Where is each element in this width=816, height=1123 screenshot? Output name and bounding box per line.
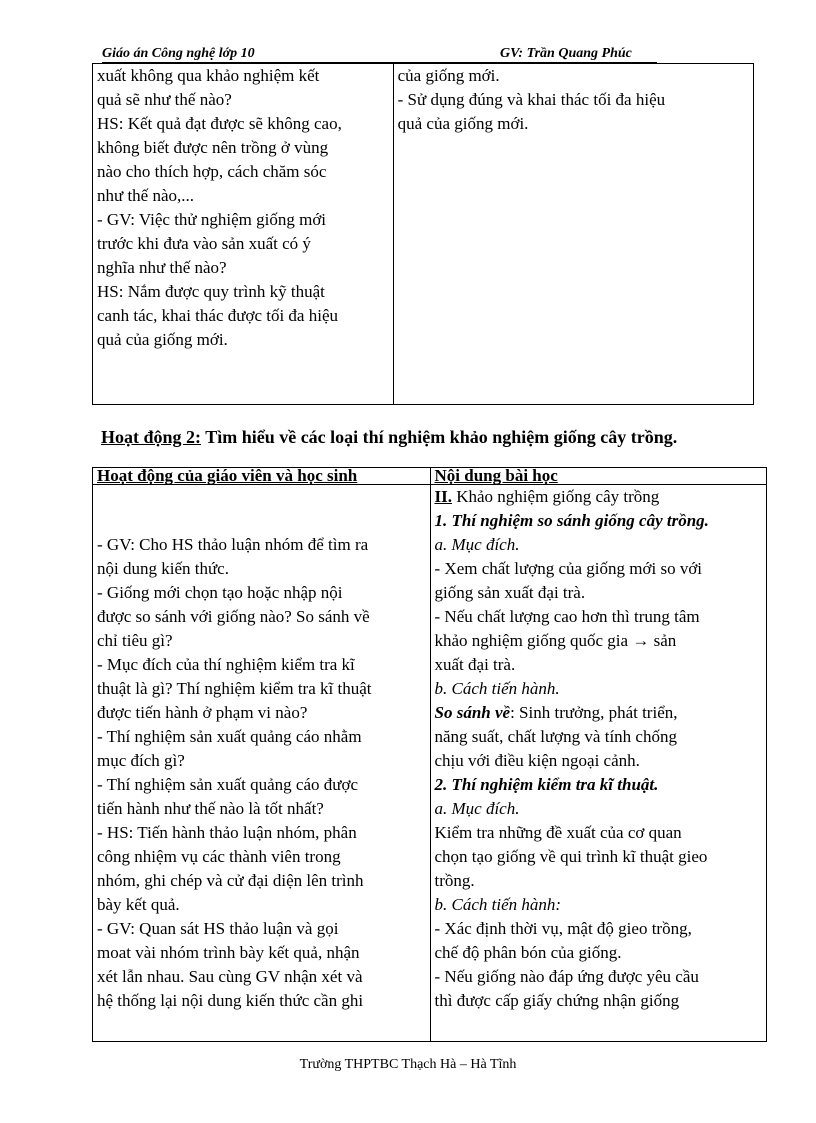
text-line: công nhiệm vụ các thành viên trong (97, 847, 341, 866)
item-heading: b. Cách tiến hành. (434, 679, 560, 698)
text-line: - Thí nghiệm sản xuất quảng cáo nhằm (97, 727, 362, 746)
text-line: xuất không qua khảo nghiệm kết (97, 66, 320, 85)
subsection-title: 2. Thí nghiệm kiểm tra kĩ thuật. (434, 775, 659, 794)
text-line: - Xác định thời vụ, mật độ gieo trồng, (434, 919, 692, 938)
text-line: nhóm, ghi chép và cử đại diện lên trình (97, 871, 364, 890)
text-line: trồng. (434, 871, 475, 890)
text-line: - GV: Cho HS thảo luận nhóm để tìm ra (97, 535, 369, 554)
item-heading: a. Mục đích. (434, 799, 520, 818)
text-line: nội dung kiến thức. (97, 559, 229, 578)
text-line: quả của giống mới. (97, 330, 228, 349)
text-line: - Thí nghiệm sản xuất quảng cáo được (97, 775, 359, 794)
header-teacher: GV: Trần Quang Phúc (500, 46, 632, 61)
compare-label: So sánh về (434, 703, 511, 722)
subsection-title: 1. Thí nghiệm so sánh giống cây trồng. (434, 511, 709, 530)
text-line: canh tác, khai thác được tối đa hiệu (97, 306, 338, 325)
text-line: chịu với điều kiện ngoại cảnh. (434, 751, 640, 770)
text-line: của giống mới. (397, 66, 500, 85)
text-line: mục đích gì? (97, 751, 185, 770)
column-header-content: Nội dung bài học (430, 468, 767, 485)
text-line: nghĩa như thế nào? (97, 258, 227, 277)
text-line: quả sẽ như thế nào? (97, 90, 232, 109)
text-line: - GV: Việc thử nghiệm giống mới (97, 210, 327, 229)
text-line: - Nếu chất lượng cao hơn thì trung tâm (434, 607, 700, 626)
text-line: - Giống mới chọn tạo hoặc nhập nội (97, 583, 343, 602)
text-line: nào cho thích hợp, cách chăm sóc (97, 162, 327, 181)
text-line: - GV: Quan sát HS thảo luận và gọi (97, 919, 339, 938)
section-number: II. (434, 487, 452, 506)
text-line: giống sản xuất đại trà. (434, 583, 586, 602)
text-line (97, 509, 426, 533)
teacher-student-cell (93, 485, 431, 1042)
page-header (102, 46, 657, 63)
lesson-content-cell (430, 485, 767, 1042)
page-footer: Trường THPTBC Thạch Hà – Hà Tĩnh (299, 1057, 517, 1072)
text-line: khảo nghiệm giống quốc gia → sản (434, 631, 677, 650)
text-line: thì được cấp giấy chứng nhận giống (434, 991, 680, 1010)
activity-label: Hoạt động 2: (101, 427, 202, 447)
lesson-content-cell (393, 64, 753, 405)
text-line: như thế nào,... (97, 186, 195, 205)
text-line: tiến hành như thế nào là tốt nhất? (97, 799, 324, 818)
teacher-student-cell (93, 64, 394, 405)
text-line: - Sử dụng đúng và khai thác tối đa hiệu (397, 90, 666, 109)
text-line: được tiến hành ở phạm vi nào? (97, 703, 308, 722)
activity-title: Tìm hiểu về các loại thí nghiệm khảo nghiệm giống cây trồng. (201, 427, 678, 447)
text-line: thuật là gì? Thí nghiệm kiểm tra kĩ thuật (97, 679, 372, 698)
compare-text: : Sinh trưởng, phát triển, (510, 703, 678, 722)
item-heading: b. Cách tiến hành: (434, 895, 562, 914)
section-heading (435, 485, 763, 509)
header-subject: Giáo án Công nghệ lớp 10 (102, 46, 255, 61)
text-line: quả của giống mới. (397, 114, 529, 133)
text-line: Kiểm tra những đề xuất của cơ quan (434, 823, 682, 842)
lesson-table-activity-2 (92, 467, 767, 1042)
text-line: được so sánh với giống nào? So sánh về (97, 607, 370, 626)
item-heading: a. Mục đích. (434, 535, 520, 554)
text-line: bày kết quả. (97, 895, 180, 914)
text-line: năng suất, chất lượng và tính chống (434, 727, 677, 746)
text-line: moat vài nhóm trình bày kết quả, nhận (97, 943, 360, 962)
text-line: xuất đại trà. (434, 655, 516, 674)
text-line: chọn tạo giống về qui trình kĩ thuật gieo (434, 847, 708, 866)
column-header-activities: Hoạt động của giáo viên và học sinh (93, 468, 431, 485)
text-line: HS: Nắm được quy trình kỹ thuật (97, 282, 325, 301)
activity-2-heading (101, 427, 677, 448)
text-line (97, 485, 426, 509)
text-line: hệ thống lại nội dung kiến thức cần ghi (97, 991, 364, 1010)
text-line: - Mục đích của thí nghiệm kiểm tra kĩ (97, 655, 355, 674)
text-line (435, 701, 763, 725)
section-title: Khảo nghiệm giống cây trồng (451, 487, 660, 506)
text-line: xét lẫn nhau. Sau cùng GV nhận xét và (97, 967, 363, 986)
text-line: - Xem chất lượng của giống mới so với (434, 559, 703, 578)
text-line: không biết được nên trồng ở vùng (97, 138, 329, 157)
text-line: - Nếu giống nào đáp ứng được yêu cầu (434, 967, 699, 986)
text-line: HS: Kết quả đạt được sẽ không cao, (97, 114, 342, 133)
text-line: trước khi đưa vào sản xuất có ý (97, 234, 311, 253)
text-line: chỉ tiêu gì? (97, 631, 173, 650)
text-line: - HS: Tiến hành thảo luận nhóm, phân (97, 823, 357, 842)
lesson-table-continued (92, 63, 754, 405)
text-line: chế độ phân bón của giống. (434, 943, 622, 962)
